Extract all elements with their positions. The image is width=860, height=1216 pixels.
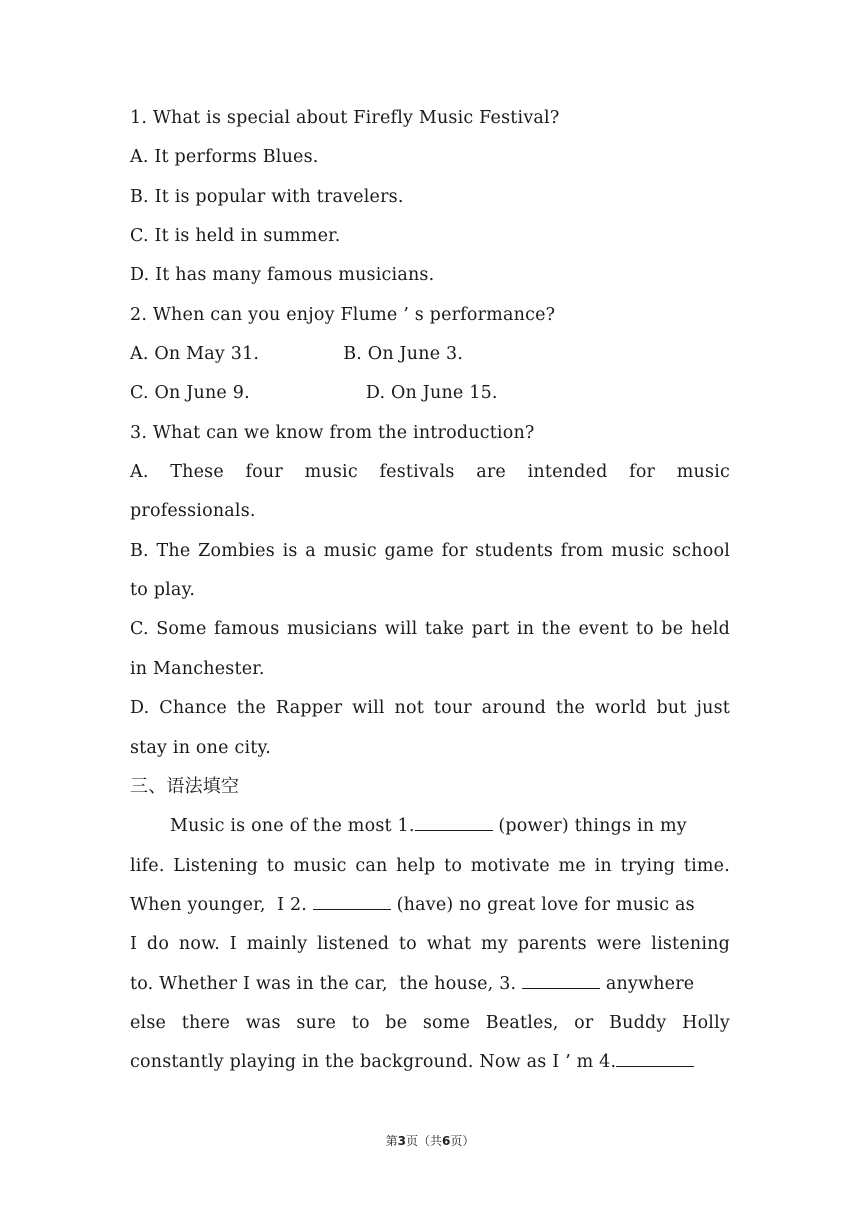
passage-line-3 (130, 887, 730, 926)
question-3-option-d-line2: stay in one city. (130, 737, 272, 758)
footer-prefix: 第 (385, 1134, 398, 1148)
passage-line-3-end: (have) no great love for music as (390, 894, 695, 915)
page-footer (0, 1132, 860, 1149)
question-1-stem: 1. What is special about Firefly Music Festival? (130, 108, 560, 128)
question-2-option-a: A. On May 31. (130, 344, 260, 365)
blank-3[interactable] (522, 974, 600, 989)
passage-line-6: else there was sure to be some Beatles, or Buddy Holly (130, 1012, 730, 1033)
passage-line-1 (130, 808, 730, 847)
worksheet-page (130, 100, 730, 1084)
question-1-option-c: C. It is held in summer. (130, 226, 341, 247)
question-3-option-d-line1: D. Chance the Rapper will not tour around the world but just (130, 698, 730, 719)
passage-line-5-end: anywhere (600, 973, 695, 994)
question-3-option-c-line1: C. Some famous musicians will take part in the event to be held (130, 619, 730, 640)
question-3-stem: 3. What can we know from the introduction? (130, 422, 535, 443)
passage-line-2: life. Listening to music can help to motivate me in trying time. (130, 855, 730, 876)
question-2-options-cd (130, 375, 730, 414)
question-3-option-a-line1: A. These four music festivals are intended for music (130, 462, 730, 483)
passage-line-5-start: to. Whether I was in the car, the house, 3. (130, 973, 523, 994)
passage-line-4: I do now. I mainly listened to what my parents were listening (130, 934, 730, 955)
question-3-option-c-line2: in Manchester. (130, 658, 265, 679)
passage-line-1-end: (power) things in my (492, 816, 687, 837)
question-3-option-a-line2: professionals. (130, 501, 256, 522)
question-2-option-d: D. On June 15. (365, 383, 498, 404)
footer-page-number: 3 (397, 1134, 406, 1148)
passage-line-7 (130, 1044, 730, 1083)
blank-2[interactable] (313, 895, 391, 910)
question-2-options-ab (130, 336, 730, 375)
passage-line-7-start: constantly playing in the background. Now as I ’ m 4. (130, 1052, 617, 1073)
footer-total-pages: 6 (442, 1134, 451, 1148)
blank-4[interactable] (616, 1052, 694, 1067)
footer-suffix: 页） (450, 1134, 475, 1148)
blank-1[interactable] (415, 816, 493, 831)
question-2-stem: 2. When can you enjoy Flume ’ s performance? (130, 304, 556, 325)
question-2-option-b: B. On June 3. (343, 344, 464, 365)
question-3-option-b-line1: B. The Zombies is a music game for students from music school (130, 540, 730, 561)
question-3-option-b-line2: to play. (130, 580, 196, 601)
passage-line-1-start: Music is one of the most 1. (170, 816, 415, 837)
question-2-option-c: C. On June 9. (130, 383, 250, 404)
passage-line-5 (130, 966, 730, 1005)
question-1-option-b: B. It is popular with travelers. (130, 186, 404, 207)
question-1-option-d: D. It has many famous musicians. (130, 265, 435, 286)
footer-middle: 页（共 (405, 1134, 442, 1148)
passage-line-3-start: When younger, I 2. (130, 894, 313, 915)
section-title: 三、语法填空 (130, 775, 240, 797)
question-1-option-a: A. It performs Blues. (130, 147, 319, 168)
